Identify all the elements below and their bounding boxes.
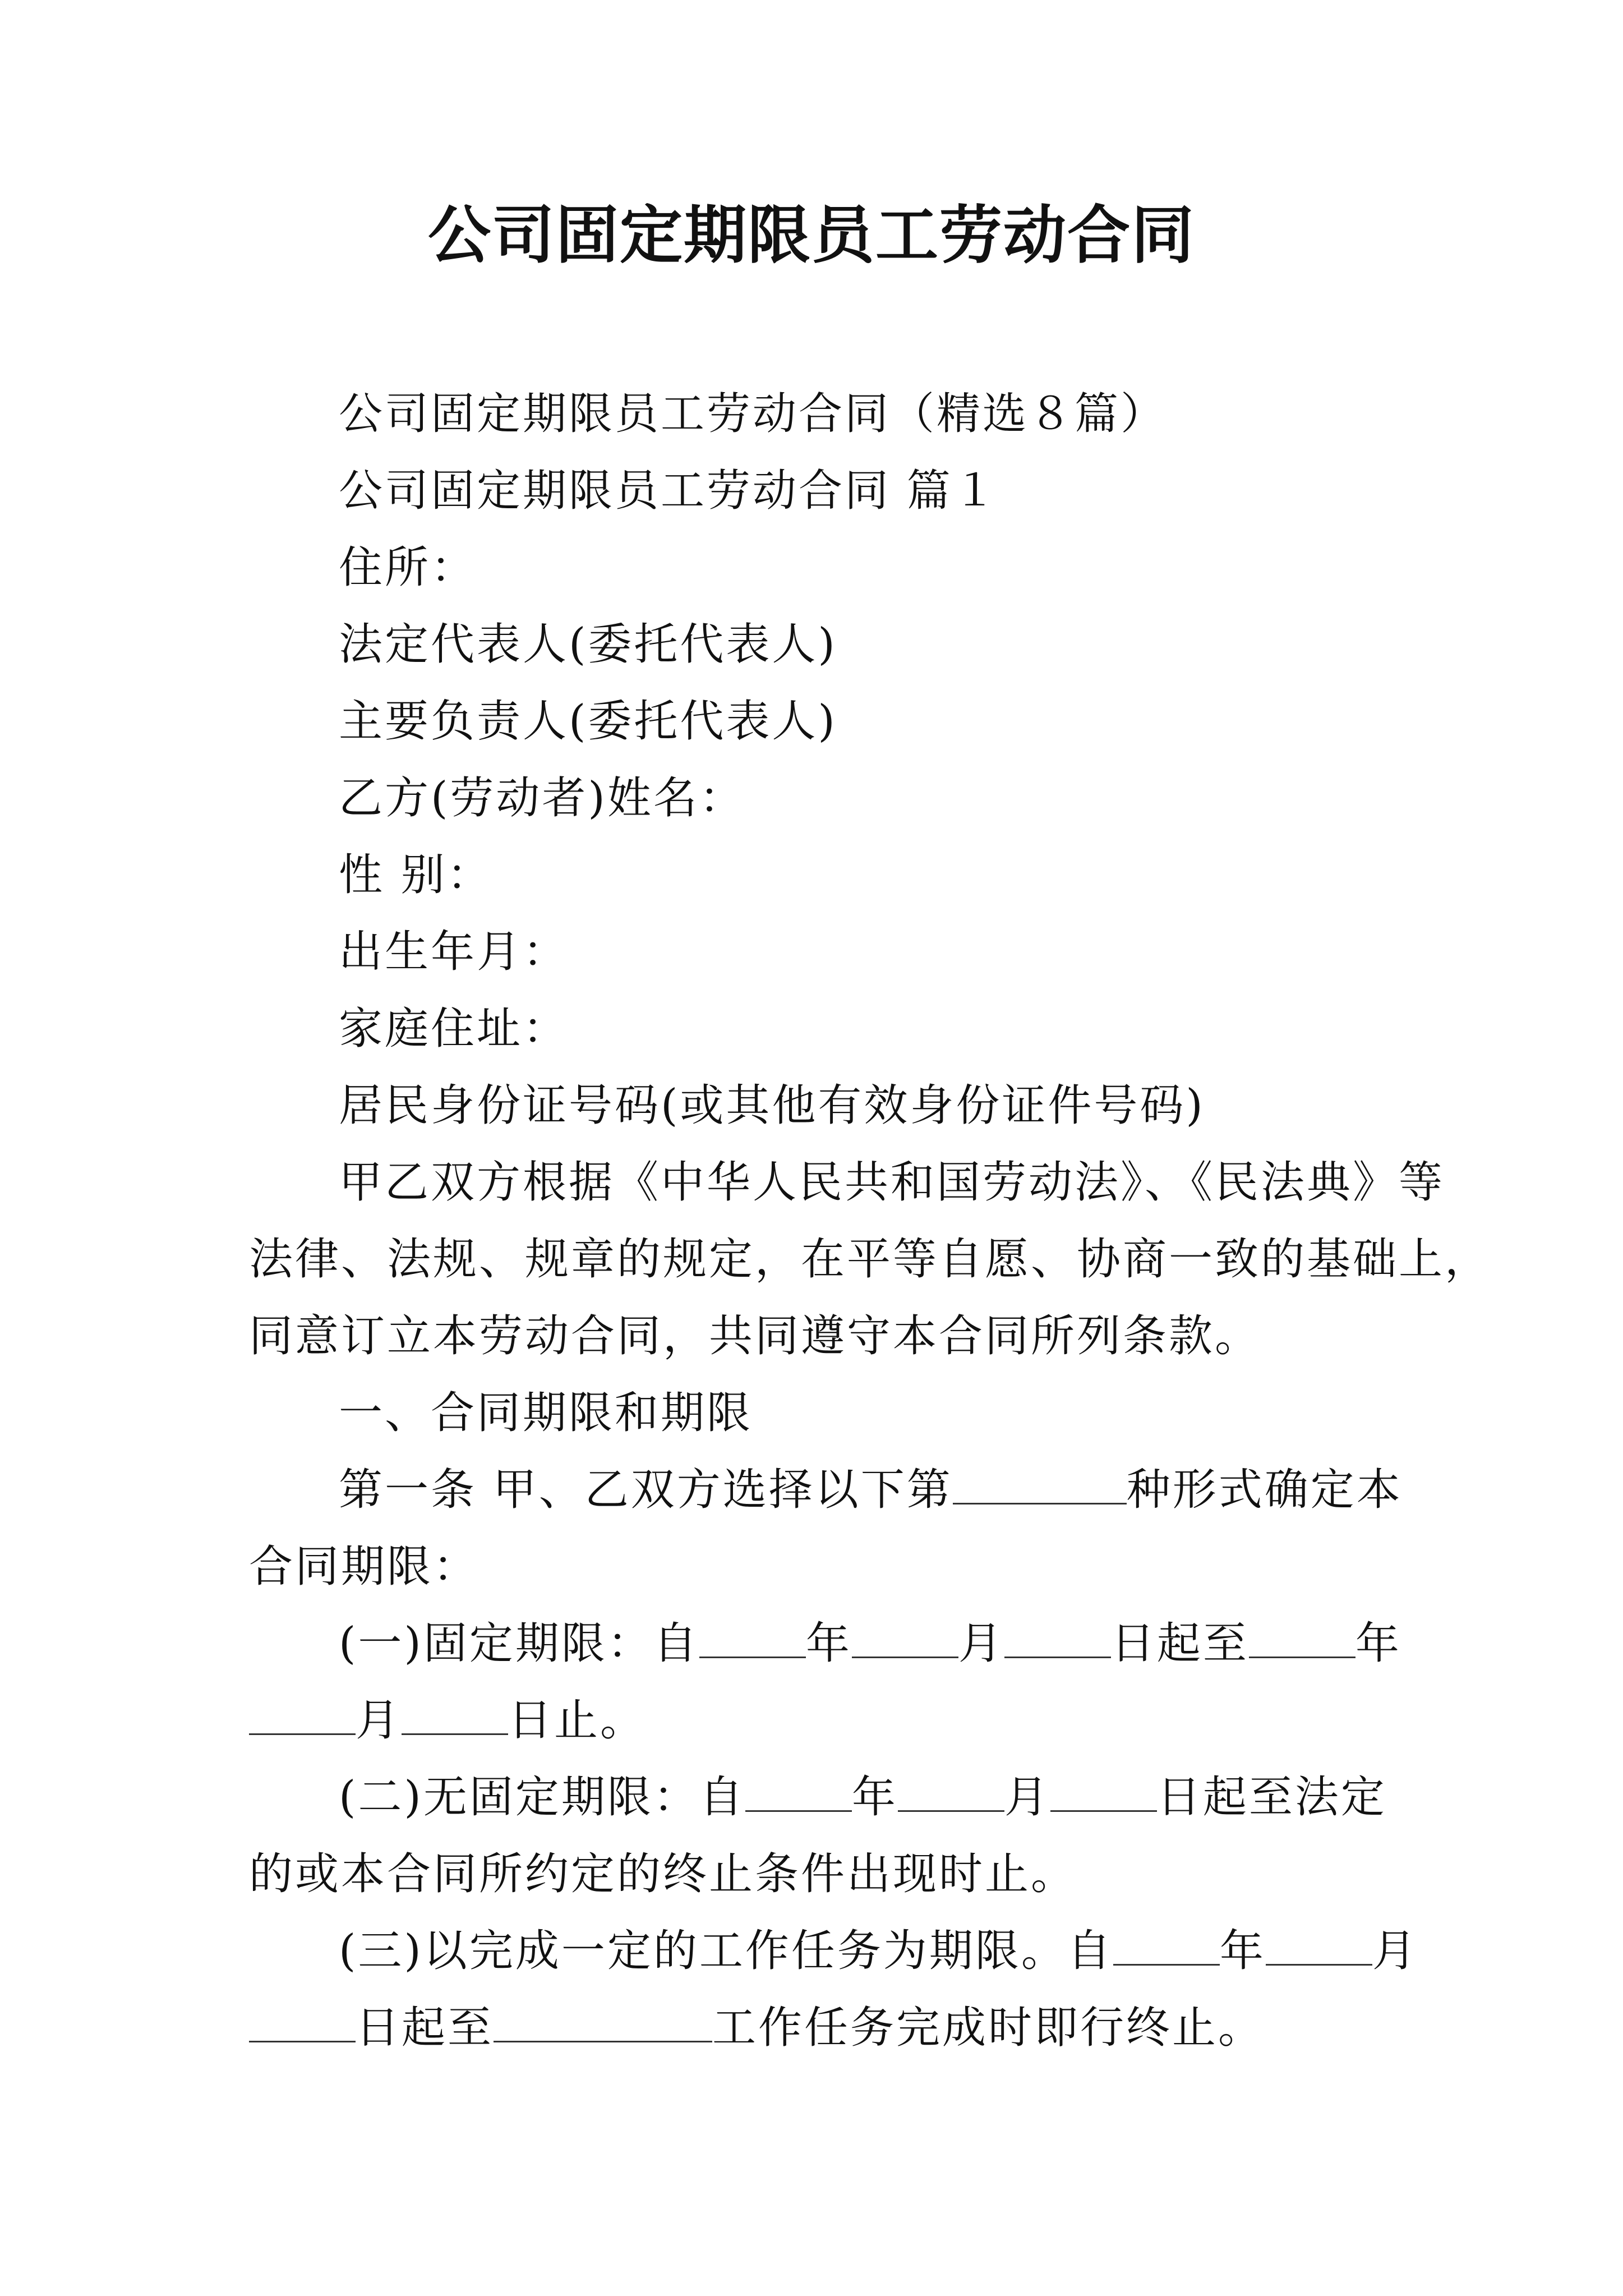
article-1-line: 合同期限： <box>249 1542 479 1592</box>
doc-line-principal: 主要负责人(委托代表人) <box>339 696 837 747</box>
month-label: 月 <box>1372 1926 1418 1976</box>
start-month-blank <box>898 1771 1004 1812</box>
month-label: 月 <box>958 1618 1004 1669</box>
article-1-text: 种形式确定本 <box>1126 1465 1403 1515</box>
start-year-blank <box>1113 1925 1220 1966</box>
day-end-label: 日止。 <box>508 1695 647 1746</box>
para-basis-line: 同意订立本劳动合同，共同遵守本合同所列条款。 <box>249 1311 1261 1361</box>
start-month-blank <box>852 1617 958 1658</box>
year-label: 年 <box>851 1772 898 1823</box>
start-day-blank <box>1050 1771 1157 1812</box>
document-body <box>249 376 1491 2067</box>
start-year-blank <box>745 1771 852 1812</box>
start-year-blank <box>699 1617 806 1658</box>
doc-line-gender: 性 别： <box>339 850 493 900</box>
document-title: 公司固定期限员工劳动合同 <box>428 199 1195 272</box>
open-term-line: 的或本合同所约定的终止条件出现时止。 <box>249 1849 1077 1899</box>
end-day-blank <box>402 1694 508 1735</box>
end-year-blank <box>1249 1617 1355 1658</box>
day-from-label: 日起至 <box>1110 1618 1249 1669</box>
task-term-text: 工作任务完成时即行终止。 <box>712 2003 1265 2053</box>
start-day-blank <box>1004 1617 1111 1658</box>
doc-line-id-number: 居民身份证号码(或其他有效身份证件号码) <box>339 1080 1205 1131</box>
end-month-blank <box>249 1694 356 1735</box>
doc-line-address: 住所： <box>339 542 477 593</box>
form-number-blank <box>953 1464 1127 1504</box>
day-from-label: 日起至法定 <box>1156 1772 1387 1823</box>
article-1-line <box>249 1452 1403 1529</box>
day-from-label: 日起至 <box>356 2003 494 2053</box>
doc-line-birth: 出生年月： <box>339 927 569 977</box>
month-label: 月 <box>1004 1772 1050 1823</box>
task-term-line <box>249 1990 1382 2067</box>
month-label: 月 <box>356 1695 402 1746</box>
task-blank <box>494 2001 712 2042</box>
doc-line-subtitle: 公司固定期限员工劳动合同（精选８篇） <box>339 389 1167 439</box>
start-month-blank <box>1266 1925 1372 1966</box>
open-term-text: (二)无固定期限：自 <box>339 1772 745 1823</box>
open-term-line <box>249 1759 1387 1836</box>
fixed-term-line <box>249 1605 1401 1682</box>
doc-line-employee-name: 乙方(劳动者)姓名： <box>339 773 745 823</box>
fixed-term-line <box>249 1682 1382 1759</box>
section-heading: 一、合同期限和期限 <box>339 1388 753 1438</box>
fixed-term-text: (一)固定期限：自 <box>339 1618 699 1669</box>
start-day-blank <box>249 2001 356 2042</box>
year-label: 年 <box>1219 1926 1266 1976</box>
para-basis-line: 甲乙双方根据《中华人民共和国劳动法》、《民法典》等 <box>339 1157 1445 1208</box>
article-1-text: 第一条 甲、乙双方选择以下第 <box>339 1465 953 1515</box>
doc-line-home-address: 家庭住址： <box>339 1004 569 1054</box>
task-term-text: (三)以完成一定的工作任务为期限。自 <box>339 1926 1113 1976</box>
doc-line-part-heading: 公司固定期限员工劳动合同 篇１ <box>339 466 999 516</box>
task-term-line <box>249 1913 1418 1990</box>
doc-line-legal-rep: 法定代表人(委托代表人) <box>339 619 837 670</box>
year-label: 年 <box>1355 1618 1401 1669</box>
year-label: 年 <box>805 1618 852 1669</box>
para-basis-line: 法律、法规、规章的规定，在平等自愿、协商一致的基础上， <box>249 1234 1491 1285</box>
